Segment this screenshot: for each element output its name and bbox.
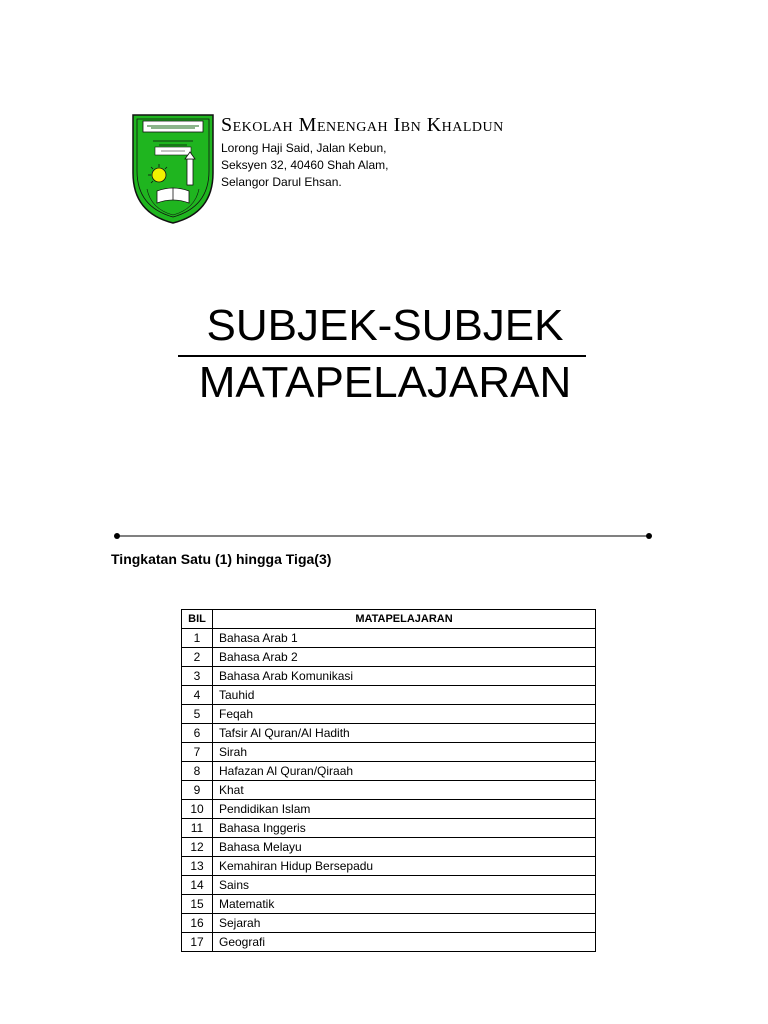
table-row [182,914,596,933]
form-level-heading: Tingkatan Satu (1) hingga Tiga(3) [111,551,332,567]
page-title-line-1: SUBJEK-SUBJEK [206,301,564,350]
subject-name: Feqah [213,705,596,724]
subject-name: Matematik [213,895,596,914]
subject-name: Sirah [213,743,596,762]
row-number: 3 [182,667,213,686]
row-number: 2 [182,648,213,667]
table-row [182,686,596,705]
row-number: 14 [182,876,213,895]
table-row [182,933,596,952]
row-number: 6 [182,724,213,743]
table-row [182,762,596,781]
row-number: 11 [182,819,213,838]
subject-name: Bahasa Arab 2 [213,648,596,667]
section-divider [113,532,653,540]
subject-name: Sains [213,876,596,895]
subject-name: Tafsir Al Quran/Al Hadith [213,724,596,743]
subject-name: Kemahiran Hidup Bersepadu [213,857,596,876]
row-number: 12 [182,838,213,857]
row-number: 17 [182,933,213,952]
table-row [182,648,596,667]
row-number: 5 [182,705,213,724]
subject-name: Sejarah [213,914,596,933]
subject-name: Khat [213,781,596,800]
row-number: 10 [182,800,213,819]
page-title-line-2: MATAPELAJARAN [198,358,572,407]
table-row [182,705,596,724]
table-row [182,876,596,895]
row-number: 15 [182,895,213,914]
row-number: 13 [182,857,213,876]
table-row [182,629,596,648]
row-number: 1 [182,629,213,648]
subject-name: Bahasa Melayu [213,838,596,857]
school-crest-logo [131,113,215,225]
table-row [182,857,596,876]
subject-name: Hafazan Al Quran/Qiraah [213,762,596,781]
row-number: 9 [182,781,213,800]
subject-name: Geografi [213,933,596,952]
table-header-row [182,610,596,629]
column-header-subject: MATAPELAJARAN [213,610,596,629]
table-row [182,667,596,686]
subject-name: Bahasa Arab 1 [213,629,596,648]
table-row [182,743,596,762]
subject-name: Bahasa Arab Komunikasi [213,667,596,686]
subject-name: Bahasa Inggeris [213,819,596,838]
row-number: 7 [182,743,213,762]
row-number: 4 [182,686,213,705]
table-row [182,781,596,800]
table-row [182,724,596,743]
subjects-table-body [182,629,596,952]
row-number: 8 [182,762,213,781]
address-line-1: Lorong Haji Said, Jalan Kebun, [221,141,387,155]
address-line-3: Selangor Darul Ehsan. [221,175,342,189]
row-number: 16 [182,914,213,933]
subject-name: Pendidikan Islam [213,800,596,819]
table-row [182,819,596,838]
address-line-2: Seksyen 32, 40460 Shah Alam, [221,158,389,172]
table-row [182,838,596,857]
school-name: Sekolah Menengah Ibn Khaldun [221,114,504,136]
column-header-bil: BIL [182,610,213,629]
subjects-table [181,609,596,952]
table-row [182,895,596,914]
table-row [182,800,596,819]
subject-name: Tauhid [213,686,596,705]
